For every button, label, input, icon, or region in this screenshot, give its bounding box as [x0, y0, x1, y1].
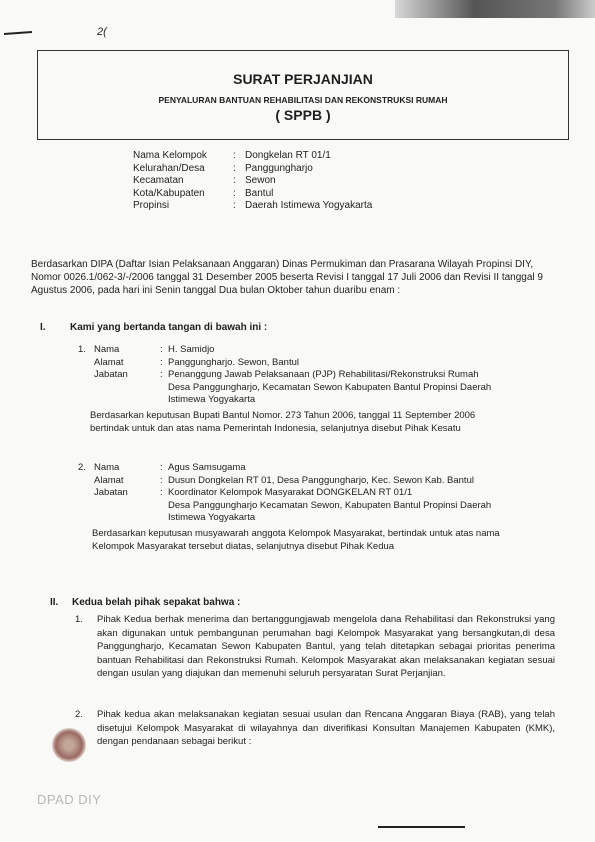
party-1: 1. Nama : H. Samidjo Alamat : Panggungharjo. Sewon, Bantul Jabatan : Penanggung Jawab Pelaksanaan (PJP) Rehabilitasi/Rekonstruksi Rumah Desa Panggungharjo, Kecamatan Sewon Kabupaten Bantul Propinsi Daerah Istimewa Yogyakarta Berdasarkan keputusan Bupati Bantul Nomor. 273 Tahun 2006, tanggal 11 September 2006 bertindak untuk dan atas nama Pemerintah Indonesia, selanjutnya disebut Pihak Kesatu: [78, 344, 558, 435]
info-row: Nama Kelompok : Dongkelan RT 01/1: [133, 150, 331, 161]
info-row: Kecamatan : Sewon: [133, 175, 276, 186]
document-subtitle: PENYALURAN BANTUAN REHABILITASI DAN REKONSTRUKSI RUMAH: [158, 95, 448, 105]
party-2: 2. Nama : Agus Samsugama Alamat : Dusun Dongkelan RT 01, Desa Panggungharjo, Kec. Sewon Kab. Bantul Jabatan : Koordinator Kelompok Masyarakat DONGKELAN RT 01/1 Desa Panggungharjo Kecamatan Sewon, Kabupaten Bantul Propinsi Daerah Istimewa Yogyakarta Berdasarkan keputusan musyawarah anggota Kelompok Masyarakat, bertindak untuk atas nama Kelompok Masyarakat tersebut diatas, selanjutnya disebut Pihak Kedua: [78, 462, 558, 553]
intro-paragraph: Berdasarkan DIPA (Daftar Isian Pelaksanaan Anggaran) Dinas Permukiman dan Prasarana Wilayah Propinsi DIY, Nomor 0026.1/062-3/-/2006 tanggal 31 Desember 2005 beserta Revisi I tanggal 17 Juli 2006 dan Revisi II tanggal 9 Agustus 2006, pada hari ini Senin tanggal Dua bulan Oktober tahun duaribu enam :: [31, 259, 543, 296]
footer-line: [378, 826, 465, 828]
party-2-declaration: Berdasarkan keputusan musyawarah anggota Kelompok Masyarakat, bertindak untuk atas nama Kelompok Masyarakat tersebut diatas, selanjutnya disebut Pihak Kedua: [92, 527, 500, 552]
title-box: [37, 50, 569, 140]
archive-watermark: DPAD DIY: [37, 792, 102, 807]
document-page: 2( SURAT PERJANJIAN PENYALURAN BANTUAN REHABILITASI DAN REKONSTRUKSI RUMAH ( SPPB ) Nama Kelompok : Dongkelan RT 01/1 Kelurahan/Desa : Panggungharjo Kecamatan : Sewon Kota/Kabupaten : Bantul Propinsi : Daerah Istimewa Yogyakarta Berdasarkan DIPA (Daftar Isian Pelaksanaan Anggaran) Dinas Permukiman dan Prasarana Wilayah Propinsi DIY, Nomor 0026.1/062-3/-/2006 tanggal 31 Desember 2005 beserta Revisi I tanggal 17 Juli 2006 dan Revisi II tanggal 9 Agustus 2006, pada hari ini Senin tanggal Dua bulan Oktober tahun duaribu enam : I. Kami yang bertanda tangan di bawah ini : 1. Nama : H. Samidjo Alamat : Panggungharjo. Sewon, Bantul Jabatan : Penanggung Jawab Pelaksanaan (PJP) Rehabilitasi/Rekonstruksi Rumah Desa Panggungharjo, Kecamatan Sewon Kabupaten Bantul Propinsi Daerah Istimewa Yogyakarta Berdasarkan keputusan Bupati Bantul Nomor. 273 Tahun 2006, tanggal 11 September 2006 bertindak untuk dan atas nama Pemerintah Indonesia, selanjutnya disebut Pihak Kesatu 2. Nama : Agus Samsugama Alamat : Dusun Dongkelan RT 01, Desa Panggungharjo, Kec. Sewon Kab. Bantul Jabatan : Koordinator Kelompok Masyarakat DONGKELAN RT 01/1 Desa Panggungharjo Kecamatan Sewon, Kabupaten Bantul Propinsi Daerah Istimewa Yogyakarta Berdasarkan keputusan musyawarah anggota Kelompok Masyarakat, bertindak untuk atas nama Kelompok Masyarakat tersebut diatas, selanjutnya disebut Pihak Kedua II. Kedua belah pihak sepakat bahwa : 1. Pihak Kedua berhak menerima dan bertanggungjawab mengelola dana Rehabilitasi dan Rekonstruksi yang akan digunakan untuk pembangunan perumahan bagi Kelompok Masyarakat yang bersangkutan,di desa Panggungharjo, Kecamatan Sewon Kabupaten Bantul, yang telah ditetapkan sebagai prioritas penerima bantuan Rehabilitasi dan Rekonstruksi Rumah. Kelompok Masyarakat akan melaksanakan kegiatan sesuai dengan usulan yang diajukan dan memenuhi seluruh persyaratan Surat Perjanjian. 2. Pihak kedua akan melaksanakan kegiatan sesuai usulan dan Rencana Anggaran Biaya (RAB), yang telah disetujui Kelompok Masyarakat di wilayahnya dan diverifikasi Konsultan Manajemen Kabupaten (KMK), dengan pendanaan sebagai berikut : DPAD DIY: [0, 0, 595, 842]
group-info: [133, 150, 372, 213]
document-title: SURAT PERJANJIAN: [233, 71, 373, 87]
stamp-seal: [52, 728, 86, 762]
document-code: ( SPPB ): [275, 107, 331, 123]
party-1-declaration: Berdasarkan keputusan Bupati Bantul Nomor. 273 Tahun 2006, tanggal 11 September 2006 bertindak untuk dan atas nama Pemerintah Indonesia, selanjutnya disebut Pihak Kesatu: [90, 409, 476, 434]
scan-edge-shadow: [395, 0, 595, 18]
corner-pen-mark: [4, 31, 32, 35]
info-row: Propinsi : Daerah Istimewa Yogyakarta: [133, 200, 373, 211]
info-row: Kelurahan/Desa : Panggungharjo: [133, 162, 313, 174]
info-row: Kota/Kabupaten : Bantul: [133, 187, 274, 199]
handwritten-page-number: 2(: [97, 26, 107, 38]
